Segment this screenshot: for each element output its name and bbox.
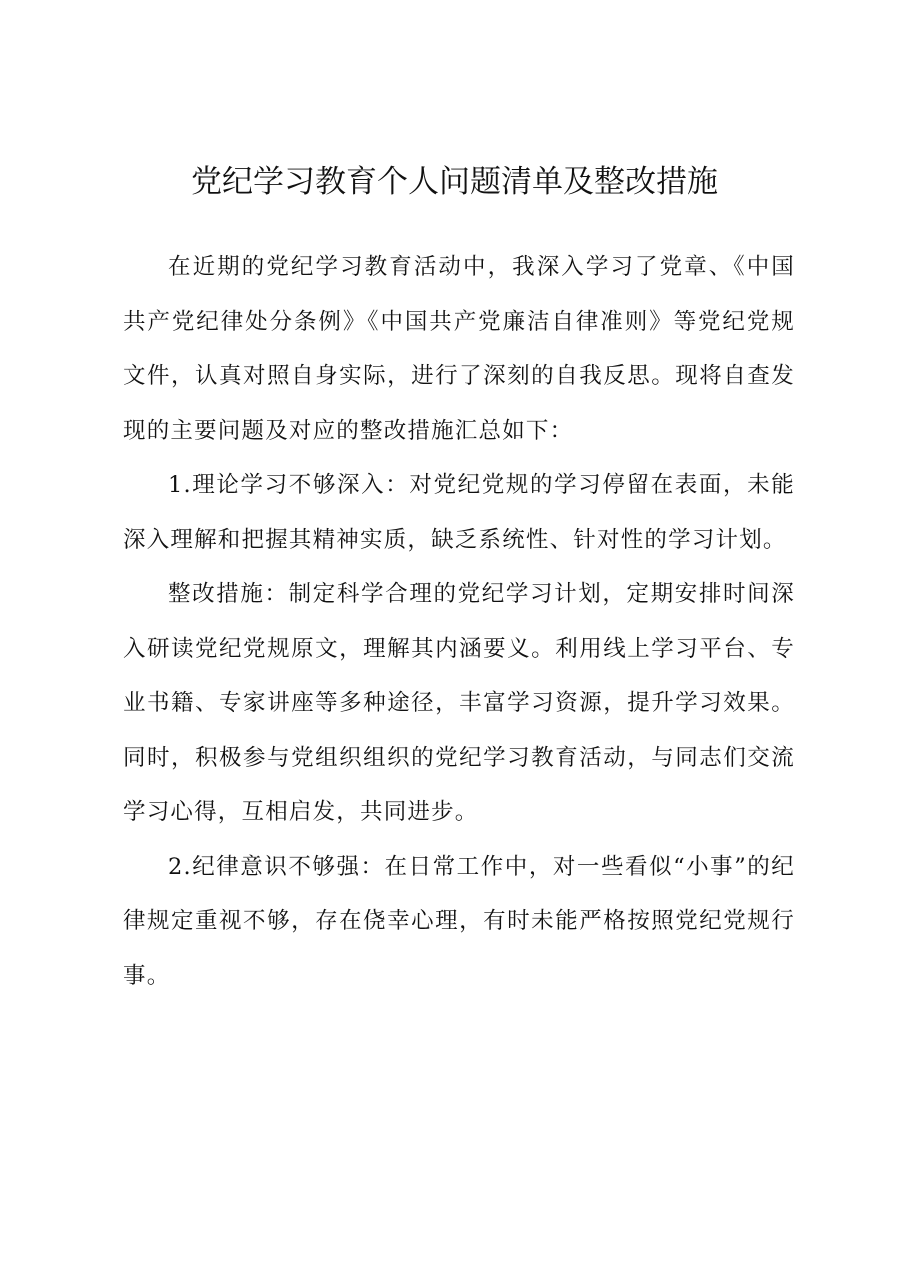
paragraph-issue-2: 2.纪律意识不够强：在日常工作中，对一些看似“小事”的纪律规定重视不够，存在侥幸心理，有时未能严格按照党纪党规行事。 (123, 853, 795, 989)
paragraph-measure-1: 整改措施：制定科学合理的党纪学习计划，定期安排时间深入研读党纪党规原文，理解其内涵要义。利用线上学习平台、专业书籍、专家讲座等多种途径，丰富学习资源，提升学习效果。同时，积极参与党组织组织的党纪学习教育活动，与同志们交流学习心得，互相启发，共同进步。 (123, 581, 795, 825)
document-body (123, 240, 795, 1003)
paragraph-intro: 在近期的党纪学习教育活动中，我深入学习了党章、《中国共产党纪律处分条例》《中国共产党廉洁自律准则》等党纪党规文件，认真对照自身实际，进行了深刻的自我反思。现将自查发现的主要问题及对应的整改措施汇总如下： (123, 254, 795, 444)
paragraph-issue-1: 1.理论学习不够深入：对党纪党规的学习停留在表面，未能深入理解和把握其精神实质，缺乏系统性、针对性的学习计划。 (123, 472, 795, 553)
document-title: 党纪学习教育个人问题清单及整改措施 (191, 164, 718, 200)
